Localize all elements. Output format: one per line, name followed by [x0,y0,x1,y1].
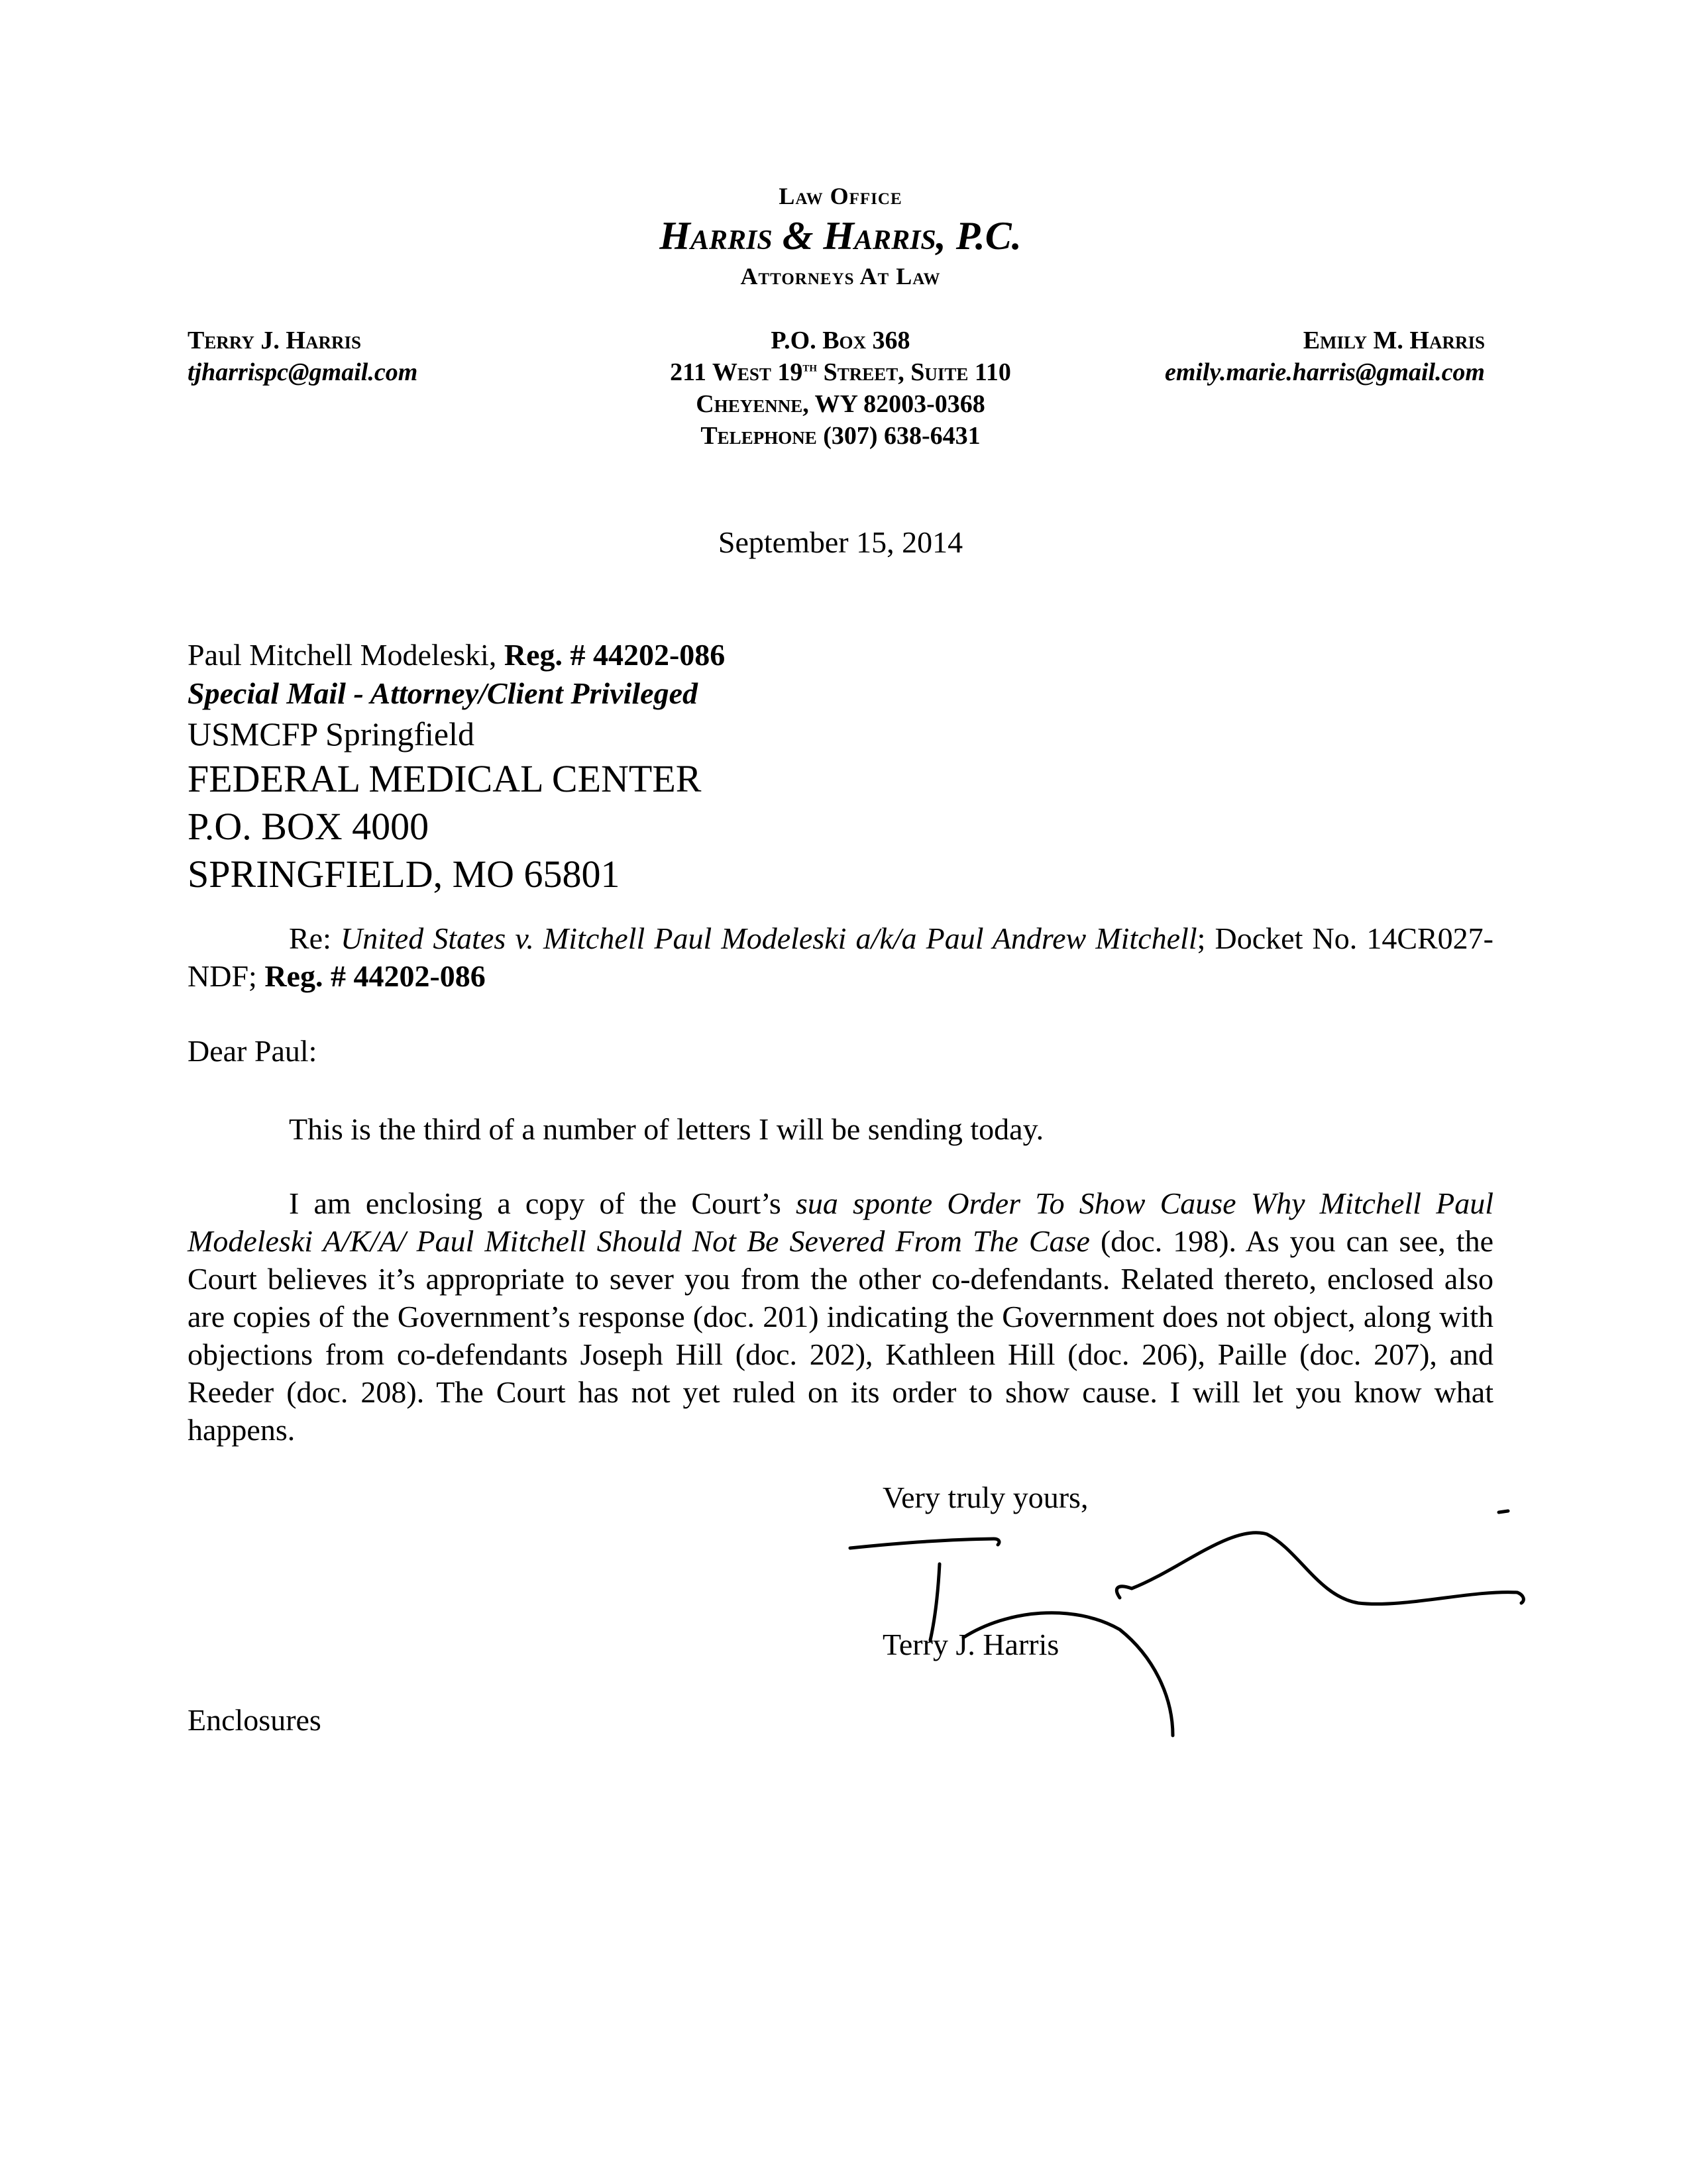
facility-name: FEDERAL MEDICAL CENTER [188,757,702,800]
attorney-email-emily: emily.marie.harris@gmail.com [1164,358,1485,386]
recipient-reg-number: Reg. # 44202-086 [504,638,726,672]
facility-line: USMCFP Springfield [188,715,474,753]
paragraph-2-intro: I am enclosing a copy of the Court’s [289,1186,796,1220]
signature-swoosh [1116,1533,1523,1604]
signature-underline-stroke [850,1539,999,1548]
recipient-address [188,636,725,898]
po-box: P.O. Box 368 [771,327,910,354]
street-address-end: Street, Suite 110 [817,358,1011,386]
case-caption: United States v. Mitchell Paul Modeleski a/k/a Paul Andrew Mitchell [341,921,1197,955]
street-ordinal-suffix: th [802,358,818,375]
docket-number: ; Docket No. 14CR027-NDF; [188,921,1494,993]
recipient-name-line [188,636,725,674]
attorney-email-terry: tjharrispc@gmail.com [188,358,418,386]
signer-name: Terry J. Harris [883,1628,1059,1661]
closing: Very truly yours, [883,1481,1089,1514]
re-reg-number: Reg. # 44202-086 [264,959,486,993]
recipient-name: Paul Mitchell Modeleski, [188,638,504,672]
attorney-name-emily: Emily M. Harris [1303,327,1485,354]
re-line [188,919,1493,995]
letterhead-firm-name: Harris & Harris, P.C. [659,214,1022,258]
re-prefix: Re: [289,921,341,955]
letterhead-right-column [1165,325,1485,388]
paragraph-2-body: (doc. 198). As you can see, the Court believes it’s appropriate to sever you from the other co-defendants. Related thereto, enclosed also are copies of the Government’s response (doc. 201) indicating the Government does not object, along with objections from co-defendants Joseph Hill (doc. 202), Kathleen Hill (doc. 206), Paille (doc. 207), and Reeder (doc. 208). The Court has not yet ruled on its order to show cause. I will let you know what happens. [188,1224,1493,1447]
signature-tick-mark [1499,1511,1508,1512]
salutation: Dear Paul: [188,1034,317,1068]
facility-po-box: P.O. BOX 4000 [188,805,429,848]
facility-city: SPRINGFIELD, MO 65801 [188,853,620,896]
special-mail-line: Special Mail - Attorney/Client Privileged [188,676,698,710]
order-title: sua sponte Order To Show Cause Why Mitchell Paul Modeleski A/K/A/ Paul Mitchell Should Not Be Severed From The Case [188,1186,1493,1258]
body-paragraph-1: This is the third of a number of letters I will be sending today. [289,1112,1044,1146]
enclosures-note: Enclosures [188,1703,321,1737]
street-address-start: 211 West 19 [670,358,803,386]
letterhead-subtitle: Attorneys At Law [740,263,941,289]
letterhead-office: Law Office [779,183,902,209]
attorney-name-terry: Terry J. Harris [188,327,361,354]
letter-date: September 15, 2014 [718,525,963,559]
telephone-label: Telephone [700,422,817,450]
city-state-zip: Cheyenne, WY 82003-0368 [696,390,985,418]
body-paragraph-2 [188,1184,1493,1449]
telephone-number: (307) 638-6431 [816,422,981,450]
telephone-line [0,420,1681,452]
